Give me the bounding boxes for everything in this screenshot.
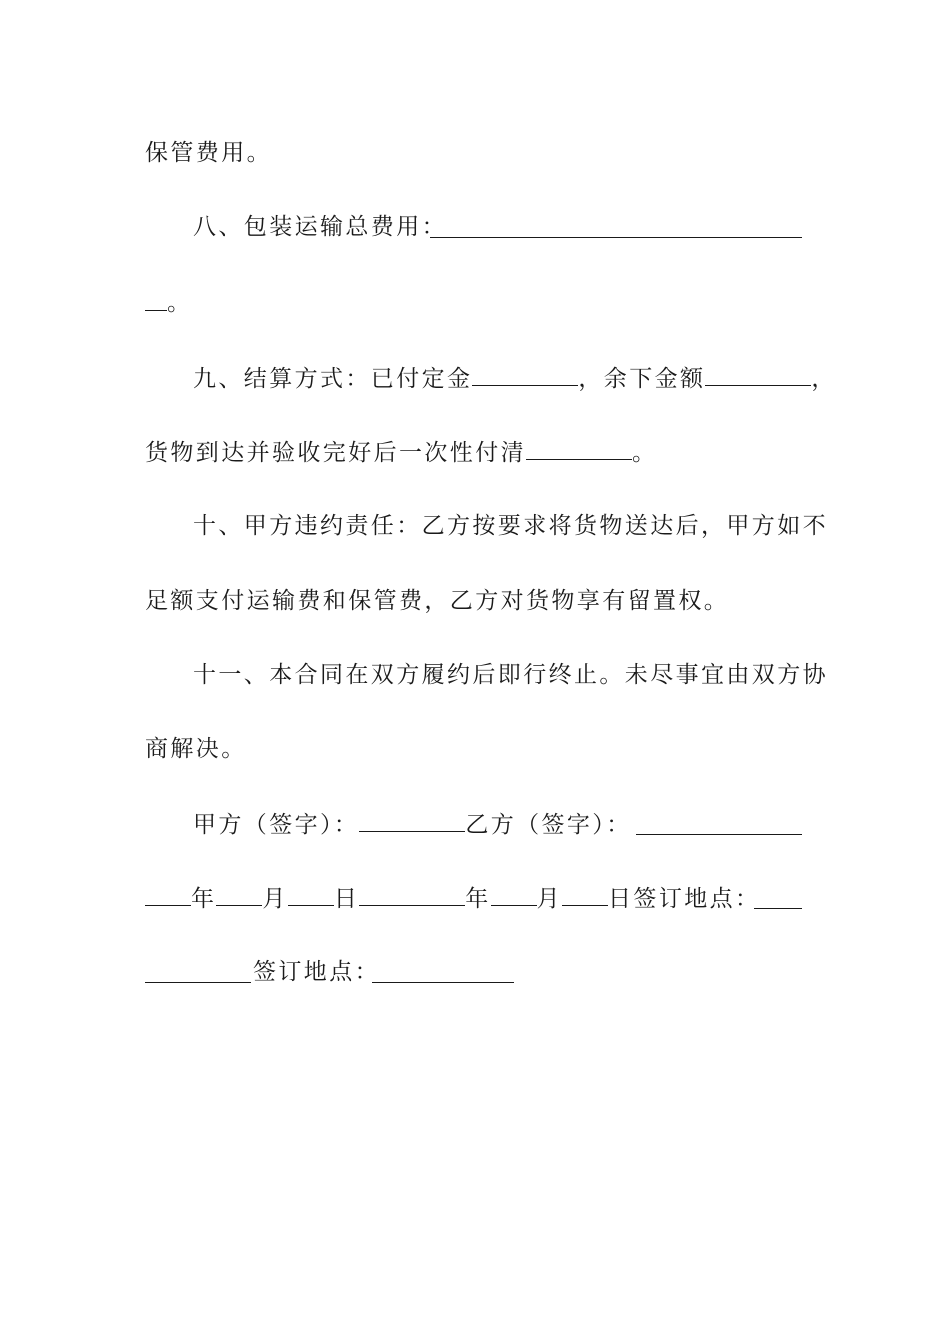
text-fragment: 十一、本合同在双方履约后即行终止。未尽事宜由双方协 <box>193 662 828 688</box>
text-fragment: 年 <box>465 886 491 912</box>
signing-location-label: 签订地点： <box>253 959 380 985</box>
text-fragment: 。 <box>167 290 193 316</box>
party-a-signature-label: 甲方（签字）： <box>193 812 360 838</box>
text-fragment: 日签订地点： <box>608 886 761 912</box>
date-line <box>145 883 805 913</box>
fill-in-blank <box>359 809 465 832</box>
text-fragment: 十、甲方违约责任：乙方按要求将货物送达后，甲方如不 <box>193 513 828 539</box>
fill-in-blank <box>472 363 578 386</box>
text-fragment: 足额支付运输费和保管费，乙方对货物享有留置权。 <box>145 588 730 614</box>
text-fragment: 九、结算方式：已付定金 <box>193 366 473 392</box>
fill-in-blank <box>288 883 334 906</box>
fill-in-blank <box>526 437 632 460</box>
fill-in-blank <box>491 883 537 906</box>
clause-9 <box>193 363 853 393</box>
text-fragment: 。 <box>632 440 658 466</box>
paragraph-line <box>167 288 827 318</box>
paragraph-line <box>145 586 805 616</box>
text-fragment: 日 <box>333 886 360 912</box>
fill-in-blank <box>636 834 802 835</box>
text-fragment: 商解决。 <box>145 736 247 762</box>
fill-in-blank <box>216 883 262 906</box>
fill-in-blank <box>562 883 608 906</box>
paragraph-line <box>145 734 805 764</box>
text-fragment: 年 <box>191 886 217 912</box>
clause-10 <box>193 511 853 541</box>
text-fragment: ， <box>811 366 837 392</box>
paragraph-line <box>145 437 805 467</box>
fill-in-blank <box>145 310 167 311</box>
paragraph-line <box>145 138 805 168</box>
fill-in-blank <box>359 883 465 906</box>
fill-in-blank <box>145 982 251 983</box>
text-fragment: 月 <box>262 886 288 912</box>
fill-in-blank <box>145 883 191 906</box>
fill-in-blank <box>372 982 514 983</box>
fill-in-blank <box>705 363 811 386</box>
text-fragment: 货物到达并验收完好后一次性付清 <box>145 440 526 466</box>
party-b-signature-label: 乙方（签字）： <box>465 812 632 838</box>
fill-in-blank <box>754 908 802 909</box>
fill-in-blank <box>430 237 802 238</box>
text-fragment: ，余下金额 <box>578 366 706 392</box>
clause-11 <box>193 660 853 690</box>
paragraph-line <box>253 957 813 987</box>
text-fragment: 月 <box>536 886 563 912</box>
text-fragment: 八、包装运输总费用： <box>193 214 447 240</box>
text-fragment: 保管费用。 <box>145 140 272 166</box>
